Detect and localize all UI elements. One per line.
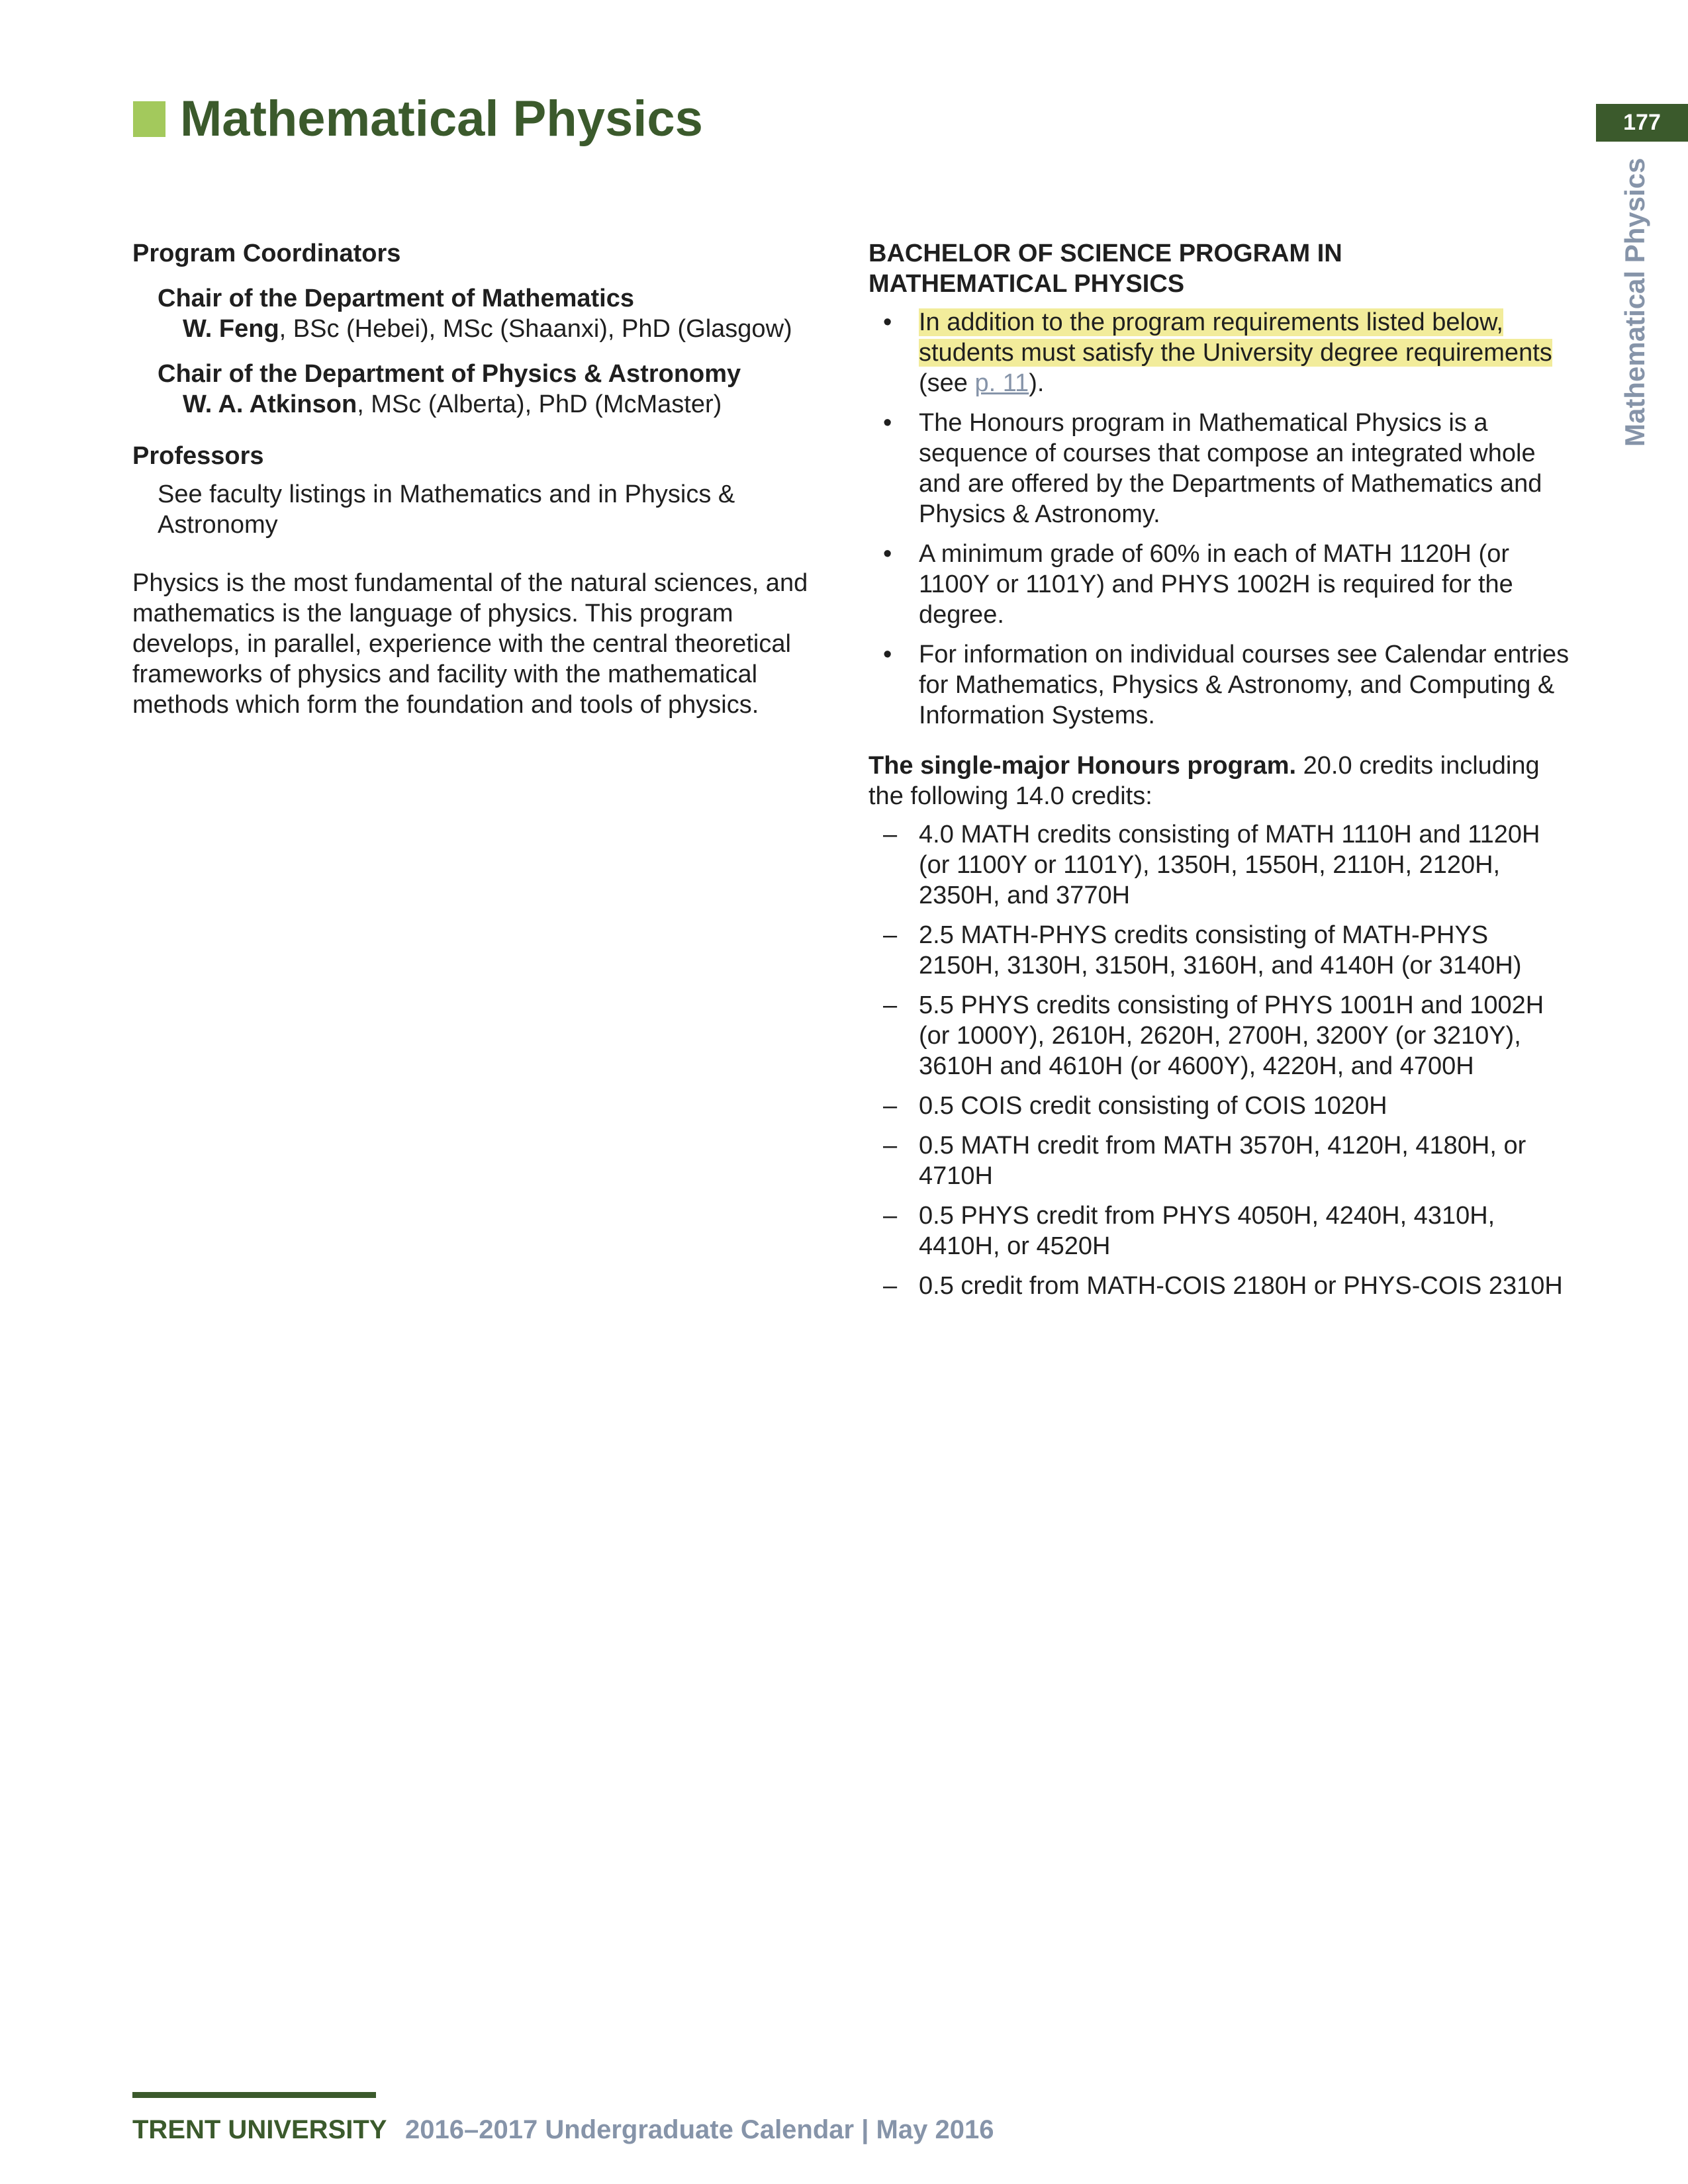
requirement-text: 0.5 credit from MATH-COIS 2180H or PHYS-COIS 2310H xyxy=(919,1272,1563,1300)
program-notes-list xyxy=(868,307,1570,731)
page-title: Mathematical Physics xyxy=(180,91,703,147)
bullet-marker: • xyxy=(883,641,892,668)
list-item xyxy=(868,1271,1570,1301)
requirement-text: 0.5 COIS credit consisting of COIS 1020H xyxy=(919,1092,1387,1120)
chair-math-heading: Chair of the Department of Mathematics xyxy=(158,285,634,312)
see-text: (see xyxy=(919,369,975,397)
dash-marker: – xyxy=(883,1272,898,1300)
dash-marker: – xyxy=(883,921,898,949)
requirement-text: 0.5 MATH credit from MATH 3570H, 4120H, 4180H, or 4710H xyxy=(919,1132,1526,1190)
honours-program-title: The single-major Honours program. xyxy=(868,752,1297,780)
requirement-text: 2.5 MATH-PHYS credits consisting of MATH-PHYS 2150H, 3130H, 3150H, 3160H, and 4140H (or 3140H) xyxy=(919,921,1522,979)
list-item xyxy=(868,819,1570,911)
list-item xyxy=(868,990,1570,1081)
dash-marker: – xyxy=(883,821,898,848)
chair-phys-name: W. A. Atkinson xyxy=(183,390,357,418)
program-heading-line1: BACHELOR OF SCIENCE PROGRAM IN xyxy=(868,240,1342,267)
list-item xyxy=(868,1130,1570,1191)
program-intro: Physics is the most fundamental of the natural sciences, and mathematics is the language of physics. This program develops, in parallel, experience with the central theoretical frameworks of physics and facility with the mathematical methods which form the foundation and tools of physics. xyxy=(132,569,808,719)
list-item xyxy=(868,408,1570,529)
chair-phys-heading: Chair of the Department of Physics & Astronomy xyxy=(158,360,741,388)
page-number: 177 xyxy=(1596,104,1688,142)
dash-marker: – xyxy=(883,1202,898,1230)
footer-rule xyxy=(132,2092,376,2098)
bullet-text: A minimum grade of 60% in each of MATH 1120H (or 1100Y or 1101Y) and PHYS 1002H is required for the degree. xyxy=(919,540,1513,629)
bullet-text: For information on individual courses see Calendar entries for Mathematics, Physics & Astronomy, and Computing & Information Systems. xyxy=(919,641,1570,729)
list-item xyxy=(868,920,1570,981)
dash-marker: – xyxy=(883,1092,898,1120)
footer-calendar: 2016–2017 Undergraduate Calendar | May 2016 xyxy=(405,2115,994,2144)
left-column xyxy=(132,238,821,720)
honours-program-intro xyxy=(868,751,1570,811)
list-item xyxy=(868,1091,1570,1121)
honours-program-credits: 20.0 credits including the following 14.0 credits: xyxy=(868,752,1540,810)
program-heading xyxy=(868,238,1570,299)
list-item xyxy=(868,539,1570,630)
list-item xyxy=(868,1201,1570,1261)
program-heading-line2: MATHEMATICAL PHYSICS xyxy=(868,270,1185,298)
professors-heading: Professors xyxy=(132,442,264,470)
requirement-text: 0.5 PHYS credit from PHYS 4050H, 4240H, 4310H, 4410H, or 4520H xyxy=(919,1202,1495,1260)
title-square-icon xyxy=(133,101,165,137)
bullet-text: The Honours program in Mathematical Physics is a sequence of courses that compose an integrated whole and are offered by the Departments of Mathematics and Physics & Astronomy. xyxy=(919,409,1542,528)
footer-university: TRENT UNIVERSITY xyxy=(132,2115,387,2144)
dash-marker: – xyxy=(883,1132,898,1160)
requirement-text: 4.0 MATH credits consisting of MATH 1110H and 1120H (or 1100Y or 1101Y), 1350H, 1550H, 2110H, 2120H, 2350H, and 3770H xyxy=(919,821,1540,909)
chair-phys-entry xyxy=(183,389,821,420)
bullet-marker: • xyxy=(883,540,892,568)
requirement-text: 5.5 PHYS credits consisting of PHYS 1001H and 1002H (or 1000Y), 2610H, 2620H, 2700H, 3200Y (or 3210Y), 3610H and 4610H (or 4600Y), 4220H, and 4700H xyxy=(919,991,1544,1080)
closing-text: ). xyxy=(1029,369,1045,397)
list-item xyxy=(868,307,1570,398)
requirements-list xyxy=(868,819,1570,1301)
chair-math-entry xyxy=(183,314,821,344)
dash-marker: – xyxy=(883,991,898,1019)
professors-text: See faculty listings in Mathematics and in Physics & Astronomy xyxy=(158,480,735,539)
chair-phys-credentials: , MSc (Alberta), PhD (McMaster) xyxy=(357,390,722,418)
page-reference-link[interactable]: p. 11 xyxy=(974,369,1029,397)
chair-math-name: W. Feng xyxy=(183,315,279,343)
bullet-marker: • xyxy=(883,308,892,336)
bullet-marker: • xyxy=(883,409,892,437)
side-tab-label: Mathematical Physics xyxy=(1619,158,1650,447)
chair-math-credentials: , BSc (Hebei), MSc (Shaanxi), PhD (Glasgow) xyxy=(279,315,792,343)
coordinators-heading: Program Coordinators xyxy=(132,240,401,267)
right-column xyxy=(868,238,1570,1310)
list-item xyxy=(868,639,1570,731)
highlighted-text: In addition to the program requirements listed below, students must satisfy the University degree requirements xyxy=(919,308,1552,367)
